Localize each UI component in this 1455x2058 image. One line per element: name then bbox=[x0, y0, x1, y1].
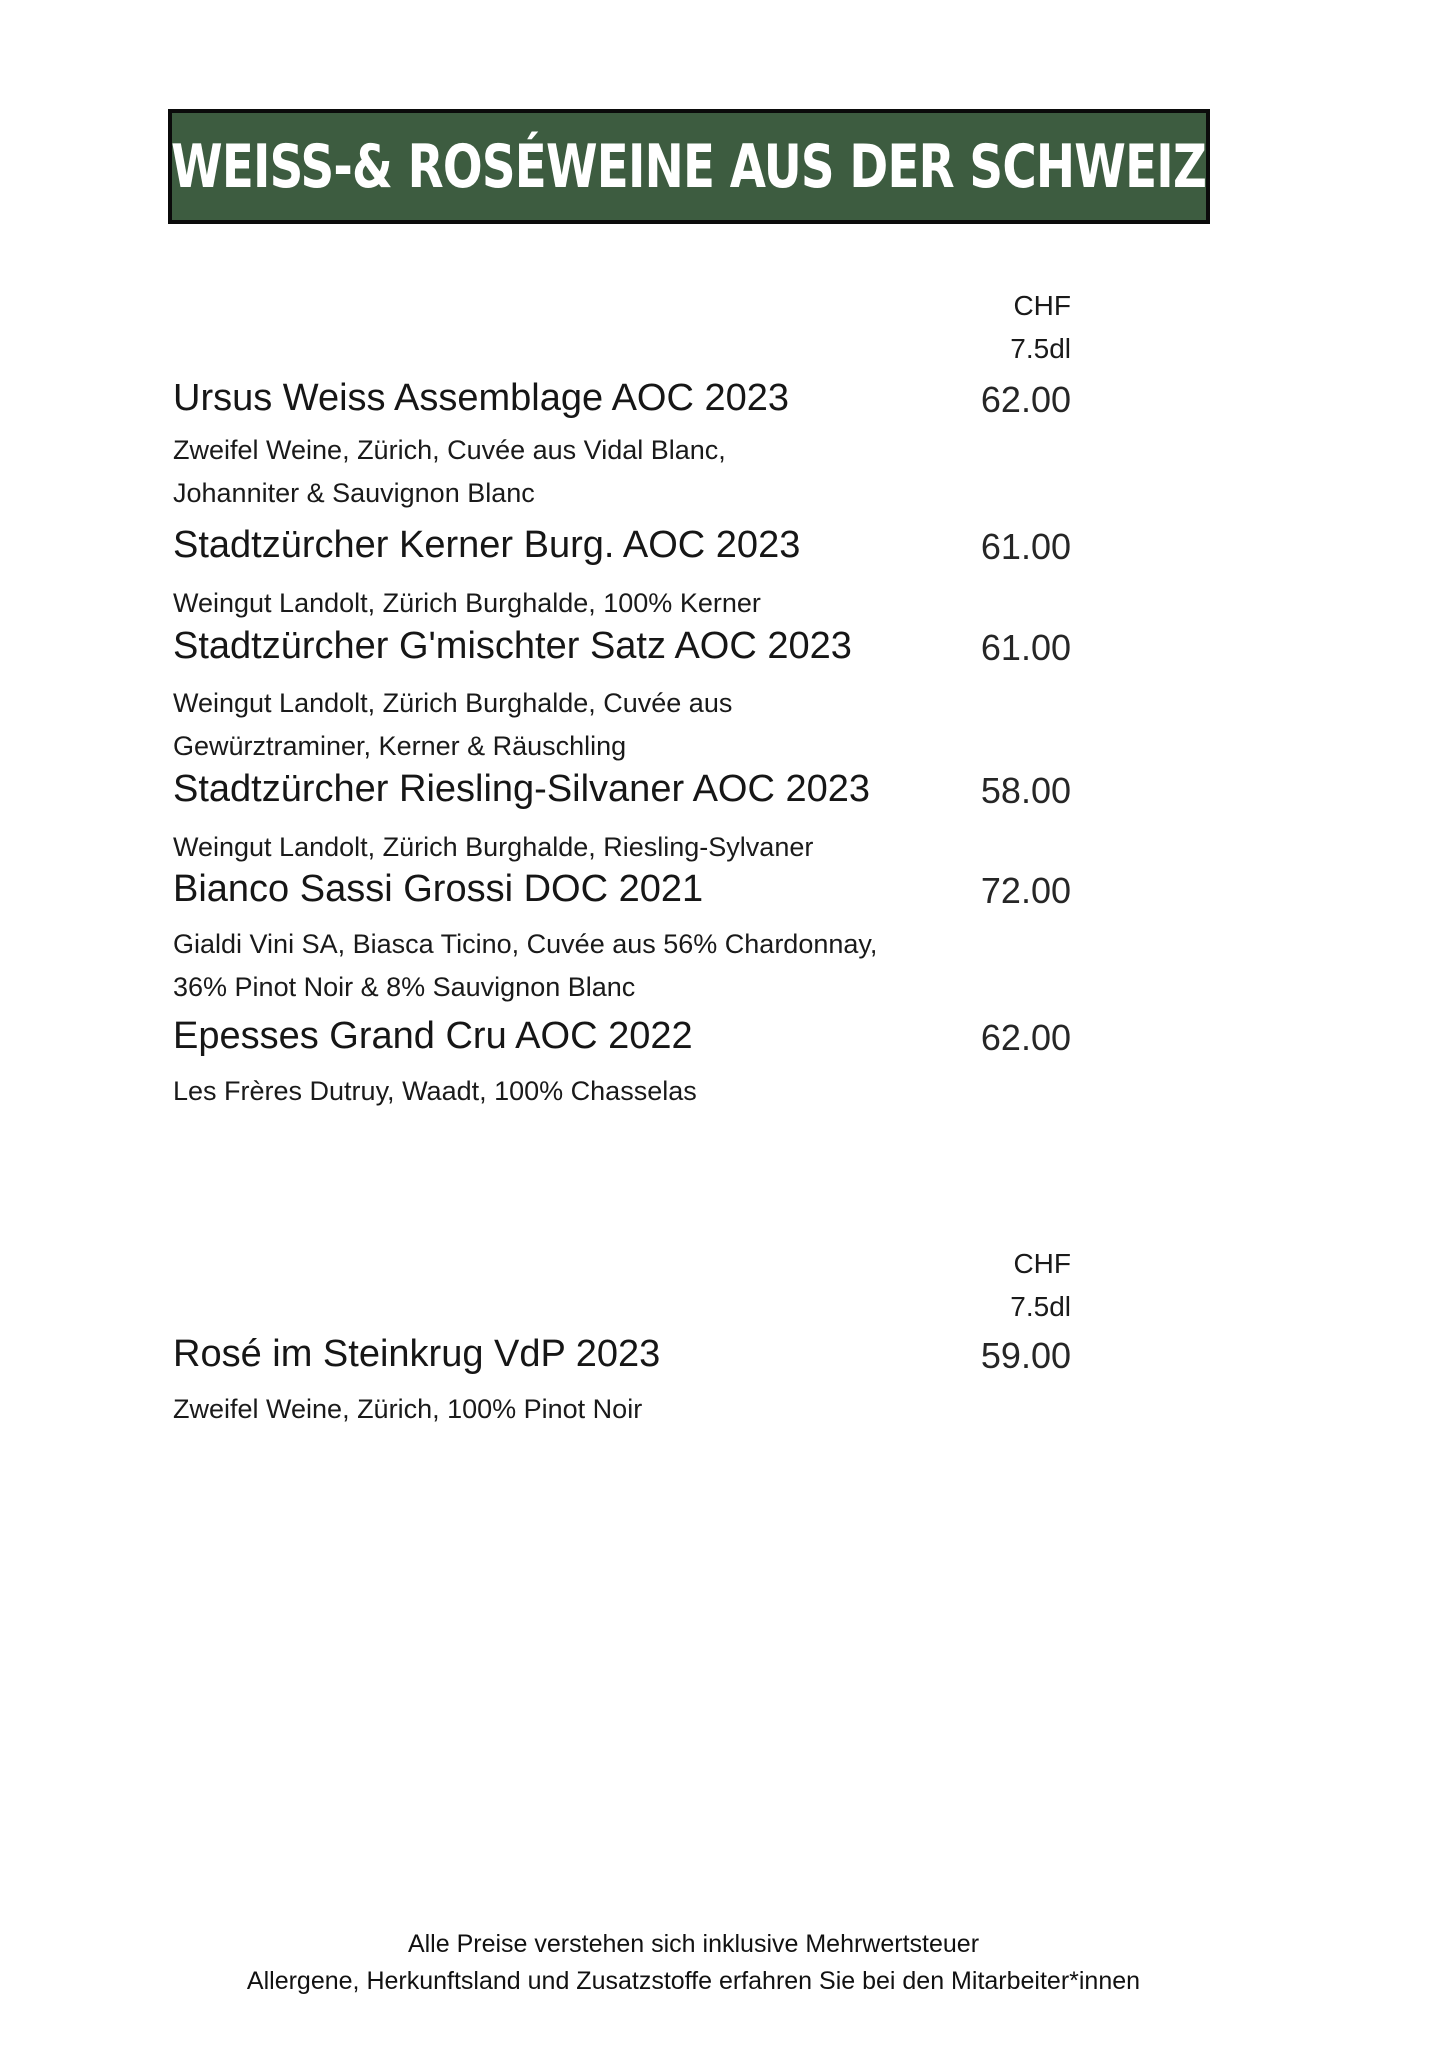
vat-notice: Alle Preise verstehen sich inklusive Mehrwertsteuer bbox=[407, 1930, 980, 1958]
wine-name: Stadtzürcher Kerner Burg. AOC 2023 bbox=[173, 524, 801, 566]
wine-price: 59.00 bbox=[980, 1335, 1071, 1376]
wine-price: 61.00 bbox=[980, 526, 1071, 567]
wine-price: 62.00 bbox=[980, 379, 1071, 420]
wine-name: Bianco Sassi Grossi DOC 2021 bbox=[173, 868, 704, 910]
price-column-header bbox=[1010, 284, 1071, 370]
wine-description: Weingut Landolt, Zürich Burghalde, Riesling-Sylvaner bbox=[173, 832, 814, 862]
wine-price: 58.00 bbox=[980, 770, 1071, 811]
wine-description: Weingut Landolt, Zürich Burghalde, Cuvée aus Gewürztraminer, Kerner & Räuschling bbox=[173, 688, 733, 761]
wine-name: Epesses Grand Cru AOC 2022 bbox=[173, 1015, 693, 1057]
wine-price: 72.00 bbox=[980, 870, 1071, 911]
page-title: WEISS-& ROSÉWEINE AUS DER SCHWEIZ bbox=[171, 131, 1207, 202]
currency-label: CHF bbox=[1013, 1248, 1071, 1279]
wine-description: Gialdi Vini SA, Biasca Ticino, Cuvée aus 56% Chardonnay, 36% Pinot Noir & 8% Sauvignon Blanc bbox=[173, 929, 878, 1002]
wine-price: 62.00 bbox=[980, 1017, 1071, 1058]
wine-description: Les Frères Dutruy, Waadt, 100% Chasselas bbox=[173, 1076, 697, 1106]
wine-description: Zweifel Weine, Zürich, Cuvée aus Vidal Blanc, Johanniter & Sauvignon Blanc bbox=[173, 435, 726, 508]
volume-label: 7.5dl bbox=[1010, 1291, 1071, 1322]
volume-label: 7.5dl bbox=[1010, 333, 1071, 364]
allergen-notice: Allergene, Herkunftsland und Zusatzstoffe erfahren Sie bei den Mitarbeiter*innen bbox=[246, 1967, 1141, 1995]
price-column-header bbox=[1010, 1242, 1071, 1328]
wine-name: Ursus Weiss Assemblage AOC 2023 bbox=[173, 377, 790, 419]
wine-name: Stadtzürcher Riesling-Silvaner AOC 2023 bbox=[173, 768, 871, 810]
title-banner bbox=[168, 109, 1210, 224]
footer-note bbox=[0, 1926, 1387, 2000]
wine-name: Rosé im Steinkrug VdP 2023 bbox=[173, 1333, 661, 1375]
wine-description: Weingut Landolt, Zürich Burghalde, 100% Kerner bbox=[173, 588, 761, 618]
wine-price: 61.00 bbox=[980, 627, 1071, 668]
wine-name: Stadtzürcher G'mischter Satz AOC 2023 bbox=[173, 625, 852, 667]
currency-label: CHF bbox=[1013, 290, 1071, 321]
wine-description: Zweifel Weine, Zürich, 100% Pinot Noir bbox=[173, 1394, 643, 1424]
